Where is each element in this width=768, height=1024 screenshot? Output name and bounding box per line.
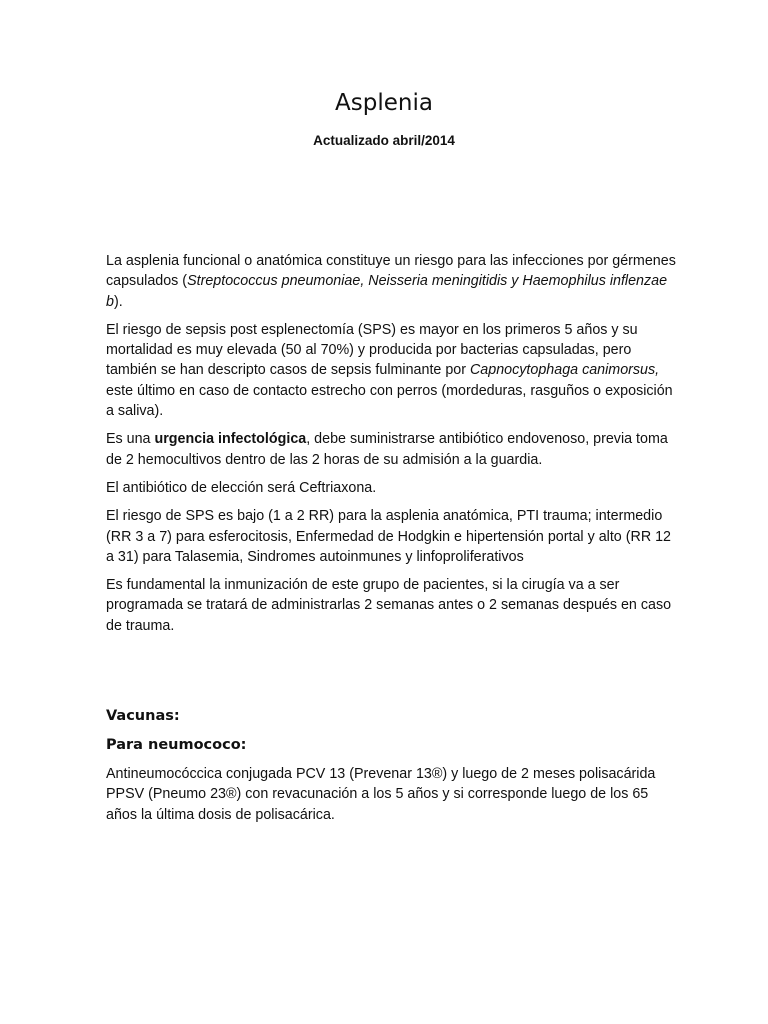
organism-names: Streptococcus pneumoniae, Neisseria meningitidis y Haemophilus inflenzae b bbox=[106, 273, 668, 310]
paragraph-sepsis-risk bbox=[106, 320, 676, 421]
pneumococcus-paragraph: Antineumocóccica conjugada PCV 13 (Prevenar 13®) y luego de 2 meses polisacárida PPSV (Pneumo 23®) con revacunación a los 5 años y si corresponde luego de los 65 años la última dosis de polisacárica. bbox=[106, 766, 656, 823]
paragraph-text: Es una bbox=[106, 431, 155, 448]
paragraph-capsulated-germs bbox=[106, 251, 676, 312]
paragraph-immunization: Es fundamental la inmunización de este grupo de pacientes, si la cirugía va a ser programada se tratará de administrarlas 2 semanas antes o 2 semanas después en caso de trauma. bbox=[106, 577, 672, 634]
paragraph-text: ). bbox=[113, 293, 123, 310]
paragraph-text: este último en caso de contacto estrecho con perros (mordeduras, rasguños o exposición a saliva). bbox=[106, 382, 673, 420]
paragraph-antibiotic: El antibiótico de elección será Ceftriaxona. bbox=[106, 479, 377, 496]
document-subtitle: Actualizado abril/2014 bbox=[313, 133, 455, 148]
pneumococcus-heading: Para neumococo: bbox=[106, 737, 247, 753]
paragraph-urgency bbox=[106, 429, 676, 470]
organism-name: Capnocytophaga canimorsus, bbox=[469, 362, 660, 379]
urgency-emphasis: urgencia infectológica bbox=[154, 431, 307, 448]
document-body bbox=[106, 251, 676, 644]
vaccines-heading: Vacunas: bbox=[106, 708, 180, 724]
paragraph-text: El riesgo de sepsis post esplenectomía (SPS) es mayor en los primeros 5 años y su mortalidad es muy elevada (50 al 70%) y producida por bacterias capsuladas, pero también se han descripto casos de sepsis fulminante por bbox=[106, 321, 638, 379]
paragraph-sps-risk-levels: El riesgo de SPS es bajo (1 a 2 RR) para la asplenia anatómica, PTI trauma; intermedio (RR 3 a 7) para esferocitosis, Enfermedad de Hodgkin e hipertensión portal y alto (RR 12 a 31) para Talasemia, Sindromes autoinmunes y linfoproliferativos bbox=[106, 508, 672, 565]
vaccines-section bbox=[106, 706, 676, 825]
paragraph-text: La asplenia funcional o anatómica constituye un riesgo para las infecciones por gérmenes capsulados ( bbox=[106, 253, 676, 290]
document-title: Asplenia bbox=[335, 90, 433, 116]
paragraph-text: , debe suministrarse antibiótico endovenoso, previa toma de 2 hemocultivos dentro de las 2 horas de su admisión a la guardia. bbox=[106, 431, 668, 468]
